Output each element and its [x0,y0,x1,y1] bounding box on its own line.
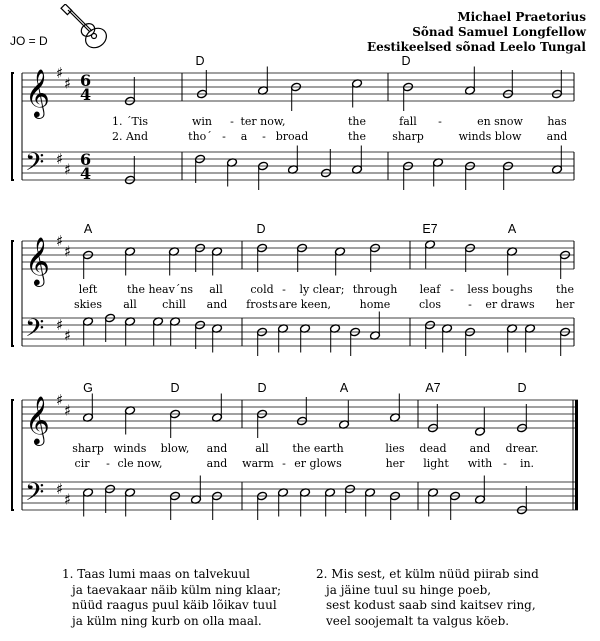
key-signature-icon [56,480,71,509]
lyric-syllable: - [222,130,226,143]
lyric-syllable: drear. [505,442,539,455]
verse-1 [62,567,281,629]
verse-2-line: 2. Mis sest, et külm nüüd piirab sind [316,567,539,581]
time-signature-icon [80,150,91,183]
bass-note [450,491,461,520]
bass-note [350,327,361,356]
time-sig-top: 6 [80,71,92,90]
bass-note [403,161,414,190]
treble-note [403,82,414,111]
sharp-icon: ♯ [56,316,64,334]
bass-note [125,488,136,517]
treble-note [257,243,268,272]
sharp-icon: ♯ [56,64,64,82]
lyric-syllable: chill [162,298,186,311]
translator-credit: Eestikeelsed sõnad Leelo Tungal [366,40,586,54]
bass-note [425,320,436,349]
lyric-syllable: - [282,283,286,296]
treble-note [257,409,268,438]
treble-note [560,250,571,279]
treble-note [258,67,269,96]
time-signature-icon [80,71,91,104]
treble-note [197,70,208,99]
bass-note [170,491,181,520]
bass-note [560,327,571,356]
treble-note [125,77,136,106]
chord-symbol: D [256,222,266,236]
chord-symbol: A [83,222,93,236]
bass-note [517,486,528,515]
treble-note [507,247,518,276]
bass-note [325,488,336,517]
verse-1-line: 1. Taas lumi maas on talvekuul [62,567,250,581]
lyric-syllable: and [206,442,228,455]
chord-symbol: A [507,222,517,236]
verse-2-line: ja jäine tuul su hinge poeb, [326,582,492,597]
lyric-syllable: clos [419,298,441,311]
bass-note [330,324,341,353]
lyric-syllable: - [438,115,442,128]
lyric-syllable: all [123,298,137,311]
treble-note [552,70,563,99]
lyric-syllable: and [546,130,568,143]
lyric-syllable: has [547,115,567,128]
lyric-syllable: lies [385,442,405,455]
lyric-syllable: blow, [160,442,190,455]
bass-note [278,324,289,353]
treble-note [503,70,514,99]
lyric-syllable: and [469,442,491,455]
lyric-syllable: - [106,457,110,470]
lyric-syllable: dead [419,442,447,455]
lyric-syllable: the earth [292,442,344,455]
lyric-syllable: the [555,283,575,296]
lyric-syllable: with [467,457,493,470]
lyric-syllable: the [347,115,367,128]
lyric-syllable: frosts [246,298,278,311]
bass-note [428,488,439,517]
treble-note [339,401,350,430]
time-sig-bottom: 4 [80,85,92,104]
chord-symbol: D [170,381,180,395]
bass-note [105,484,116,513]
bass-note [257,327,268,356]
treble-note [83,250,94,279]
bass-staff [22,314,574,349]
sharp-icon: ♯ [64,490,72,509]
bass-note [195,320,206,349]
verse-1-line: ja taevakaar näib külm ning klaar; [72,582,282,597]
key-signature-icon [56,232,71,261]
lyric-syllable: her [385,457,405,470]
bass-note [288,146,299,175]
bass-note [390,491,401,520]
treble-note [297,243,308,272]
sharp-icon: ♯ [64,74,72,93]
sharp-icon: ♯ [56,232,64,250]
treble-note [212,247,223,276]
chord-symbol: D [517,381,527,395]
bass-note [83,488,94,517]
treble-note [390,394,401,423]
sharp-icon: ♯ [56,150,64,168]
bass-note [345,484,356,513]
system-3 [12,391,578,520]
lyric-syllable: all [255,442,269,455]
bass-note [365,488,376,517]
time-sig-top: 6 [80,150,92,169]
lyric-syllable: - [450,283,454,296]
lyric-syllable: win [191,115,213,128]
treble-note [125,406,136,435]
bass-note [191,476,202,505]
bass-note [503,161,514,190]
lyric-syllable: and [206,457,228,470]
bass-note [352,146,363,175]
verse-2-line: veel soojemalt ta valgus köeb. [326,613,510,628]
bass-note [370,312,381,341]
bass-note [300,488,311,517]
lyric-syllable: fall [399,115,417,128]
treble-note [212,394,223,423]
lyric-syllable: - [282,457,286,470]
treble-staff [22,64,574,119]
lyric-syllable: en snow [477,115,523,128]
bass-note [212,324,223,353]
chord-symbol: E7 [422,222,438,236]
lyric-syllable: 1. ´Tis [112,115,148,128]
bass-note [125,156,136,185]
bass-note [465,327,476,356]
chord-symbol: A7 [425,381,441,395]
treble-note [125,247,136,276]
treble-note [475,408,486,437]
bass-note [212,491,223,520]
bass-note [105,313,116,342]
lyric-syllable: - [468,298,472,311]
chord-symbol: D [195,54,205,68]
treble-clef-icon: 𝄞 [25,236,50,285]
sharp-icon: ♯ [64,326,72,345]
bass-note [257,491,268,520]
system-bracket [12,241,14,346]
lyric-syllable: the heav´ns [126,283,194,296]
lyric-syllable: ly clear; [299,283,345,296]
lyric-syllable: home [359,298,391,311]
bass-note [258,161,269,190]
lyric-syllable: tho´ [188,130,212,143]
key-signature-icon [56,391,71,420]
verse-1-line: nüüd raagus puul käib lõikav tuul [72,598,277,612]
lyric-syllable: in. [519,457,535,470]
lyric-syllable: skies [74,298,102,311]
key-signature-icon [56,64,71,93]
treble-note [425,240,436,269]
bass-note [83,317,94,346]
bass-note [227,158,238,187]
key-signature-icon [56,150,71,179]
verse-2 [316,567,539,629]
lyric-syllable: ter now, [240,115,286,128]
lyric-syllable: broad [275,130,309,143]
lyric-syllable: cir [74,457,90,470]
bass-note [525,324,536,353]
treble-note [517,404,528,433]
treble-note [170,409,181,438]
bass-note [125,317,136,346]
lyric-syllable: are keen, [278,298,332,311]
bass-note [278,488,289,517]
sharp-icon: ♯ [64,160,72,179]
sharp-icon: ♯ [56,480,64,498]
verse-1-line: ja külm ning kurb on olla maal. [72,613,262,628]
lyric-syllable: sharp [72,442,104,455]
lyric-syllable: leaf [419,283,441,296]
lyric-syllable: cle now, [117,457,163,470]
system-bracket [12,73,14,180]
key-signature-icon [56,316,71,345]
bass-clef-icon: 𝄢 [25,478,45,513]
lyric-syllable: all [209,283,223,296]
lyric-syllable: the [347,130,367,143]
treble-note [370,243,381,272]
treble-note [352,79,363,108]
lyric-syllable: sharp [392,130,424,143]
lyric-syllable: winds blow [458,130,522,143]
bass-note [433,158,444,187]
chord-symbol: A [339,381,349,395]
bass-clef-icon: 𝄢 [25,148,45,183]
sharp-icon: ♯ [64,401,72,420]
lyricist-credit: Sõnad Samuel Longfellow [412,25,586,39]
bass-staff [22,148,574,183]
key-label: JO = D [10,34,48,48]
treble-note [291,82,302,111]
lyric-syllable: warm [242,457,274,470]
lyric-syllable: left [78,283,98,296]
final-bar-line [575,400,578,510]
verse-text-section [0,567,600,637]
lyric-syllable: 2. And [111,130,149,143]
bass-note [507,324,518,353]
lyric-syllable: and [206,298,228,311]
sharp-icon: ♯ [64,242,72,261]
chord-symbol: D [257,381,267,395]
treble-note [297,397,308,426]
verse-2-line: sest kodust saab sind kaitsev ring, [326,598,536,612]
treble-clef-icon: 𝄞 [25,68,50,117]
treble-note [465,67,476,96]
bass-note [300,324,311,353]
treble-note [465,243,476,272]
bass-note [170,317,181,346]
bass-note [475,476,486,505]
bass-note [442,324,453,353]
treble-clef-icon: 𝄞 [25,395,50,444]
lyric-syllable: - [262,130,266,143]
time-sig-bottom: 4 [80,164,92,183]
lyric-syllable: - [230,115,234,128]
bass-note [195,154,206,183]
lyric-syllable: winds [113,442,147,455]
lyric-syllable: a [240,130,248,143]
treble-note [428,404,439,433]
lyric-syllable: less boughs [467,283,533,296]
bass-note [153,317,164,346]
lyric-syllable: through [352,283,398,296]
chord-symbol: D [401,54,411,68]
sharp-icon: ♯ [56,391,64,409]
treble-note [195,243,206,272]
lyric-syllable: her [555,298,575,311]
bass-note [321,149,332,178]
chord-symbol: G [83,381,93,395]
bass-note [465,161,476,190]
lyric-syllable: er draws [485,298,535,311]
treble-note [335,247,346,276]
system-bracket [12,400,14,510]
lyric-syllable: er glows [294,457,342,470]
lyric-syllable: - [503,457,507,470]
bass-note [552,146,563,175]
lyric-syllable: light [423,457,449,470]
treble-note [83,394,94,423]
bass-clef-icon: 𝄢 [25,314,45,349]
composer-credit: Michael Praetorius [457,10,586,24]
treble-note [169,247,180,276]
lyric-syllable: cold [250,283,274,296]
